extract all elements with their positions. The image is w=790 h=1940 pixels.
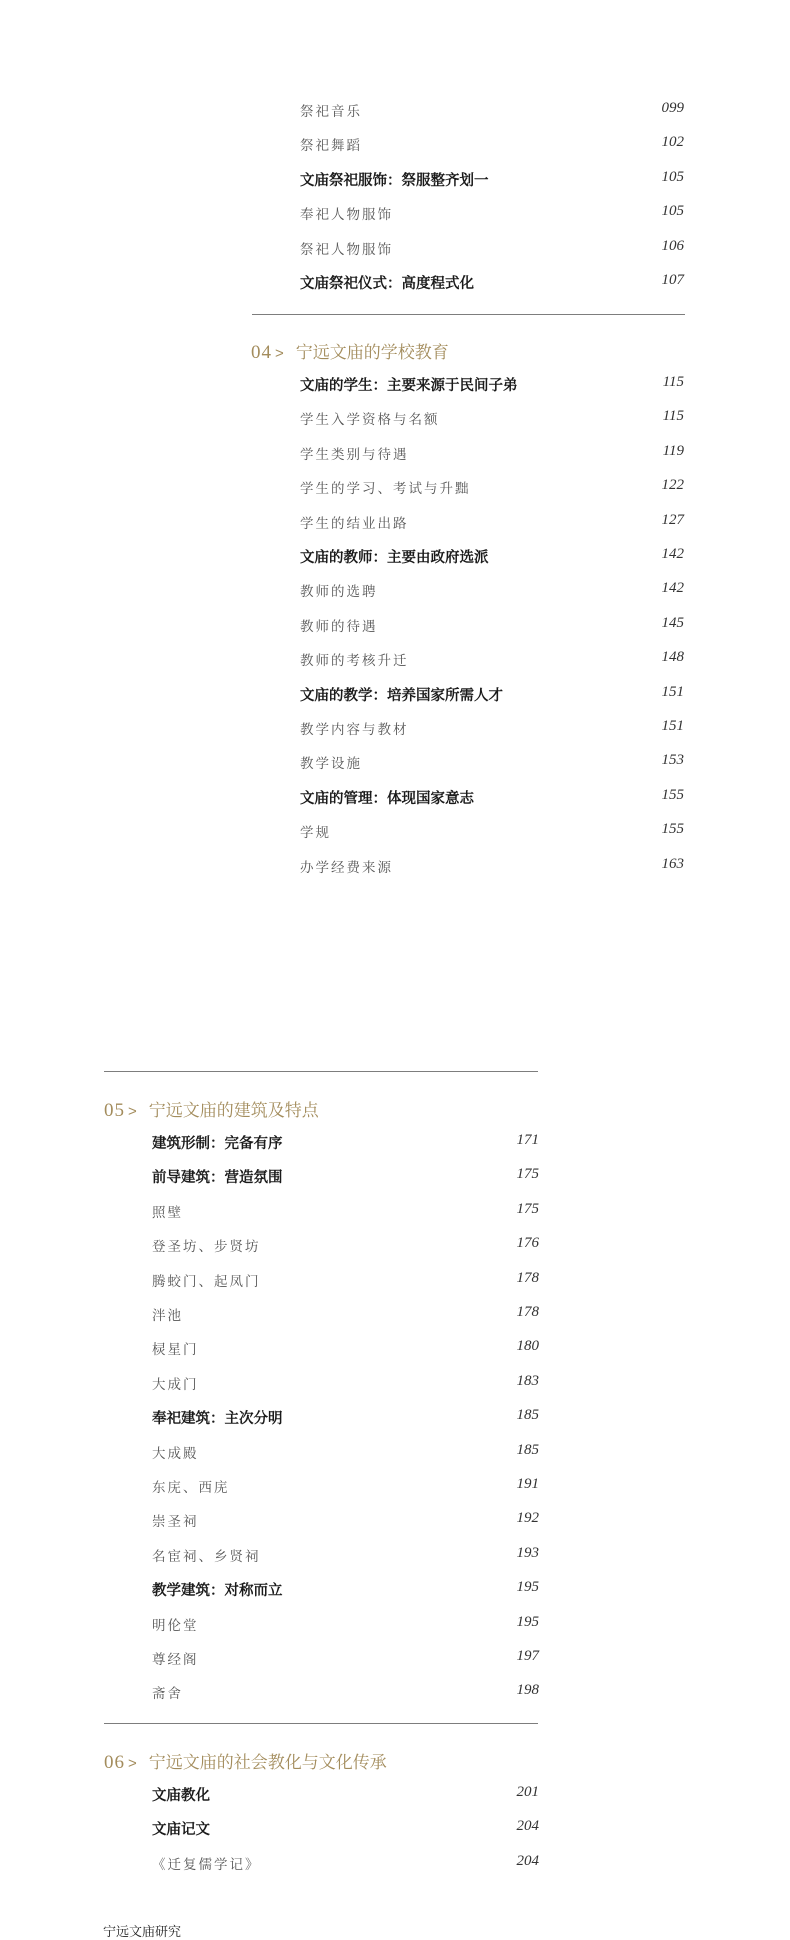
toc-page-number: 192 (516, 1510, 539, 1527)
toc-subheading[interactable] (152, 1407, 539, 1427)
toc-page-number: 198 (516, 1682, 539, 1699)
toc-entry-title: 学规 (300, 825, 331, 842)
toc-page-number: 176 (516, 1235, 539, 1252)
toc-page-number: 193 (516, 1544, 539, 1561)
toc-page-number: 195 (516, 1613, 539, 1630)
toc-entry-title: 办学经费来源 (300, 859, 393, 876)
toc-entry-title: 文庙教化 (152, 1788, 210, 1804)
toc-entry-title: 斋舍 (152, 1686, 183, 1703)
toc-entry[interactable] (300, 649, 684, 669)
toc-subheading[interactable] (300, 787, 684, 807)
toc-section-s05 (152, 1132, 539, 1717)
toc-entry[interactable] (300, 134, 684, 154)
toc-page-number: 151 (661, 718, 684, 734)
toc-page-number: 175 (516, 1166, 539, 1183)
toc-entry-title: 棂星门 (152, 1342, 199, 1359)
toc-page-number: 142 (661, 580, 684, 597)
toc-page-number: 185 (516, 1407, 539, 1424)
toc-entry-title: 照壁 (152, 1204, 183, 1221)
toc-page-number: 204 (516, 1852, 539, 1869)
chapter-title: 宁远文庙的建筑及特点 (148, 1101, 319, 1121)
toc-page-number: 183 (516, 1372, 539, 1389)
toc-section-s04 (300, 374, 684, 890)
toc-page-number: 142 (661, 546, 684, 562)
toc-entry[interactable] (152, 1545, 539, 1565)
toc-subheading[interactable] (152, 1818, 539, 1838)
toc-entry-title: 大成门 (152, 1376, 199, 1393)
toc-subheading[interactable] (300, 546, 684, 566)
chapter-arrow: > (128, 1755, 137, 1772)
toc-entry-title: 教学设施 (300, 756, 362, 773)
toc-entry[interactable] (300, 821, 684, 841)
toc-entry[interactable] (152, 1201, 539, 1221)
toc-page-number: 115 (662, 374, 684, 390)
toc-entry[interactable] (152, 1648, 539, 1668)
toc-page-number: 102 (661, 134, 684, 151)
toc-entry-title: 教学建筑：对称而立 (152, 1583, 283, 1600)
toc-page-number: 145 (661, 614, 684, 631)
toc-entry-title: 东庑、西庑 (152, 1480, 230, 1496)
toc-page-number: 155 (661, 786, 684, 803)
toc-entry-title: 崇圣祠 (152, 1514, 199, 1531)
toc-section-s06 (152, 1784, 539, 1887)
chapter-heading (104, 1748, 387, 1774)
section-divider (252, 314, 685, 315)
toc-page-number: 201 (516, 1784, 539, 1800)
toc-page-number: 178 (516, 1304, 539, 1320)
toc-page-number: 119 (662, 442, 684, 459)
toc-entry[interactable] (152, 1442, 539, 1462)
toc-subheading[interactable] (152, 1132, 539, 1152)
toc-entry-title: 奉祀建筑：主次分明 (152, 1411, 283, 1428)
chapter-arrow: > (128, 1103, 137, 1120)
toc-page-number: 099 (661, 100, 684, 116)
toc-entry[interactable] (152, 1853, 539, 1873)
toc-entry-title: 泮池 (152, 1308, 183, 1324)
toc-page-number: 163 (661, 855, 684, 872)
toc-entry-title: 文庙记文 (152, 1822, 210, 1839)
running-footer: 宁远文庙研究 (103, 1925, 182, 1940)
toc-entry-title: 大成殿 (152, 1445, 199, 1462)
toc-entry-title: 登圣坊、步贤坊 (152, 1239, 261, 1256)
toc-subheading[interactable] (300, 272, 684, 292)
toc-entry[interactable] (152, 1614, 539, 1634)
toc-entry-title: 文庙祭祀服饰：祭服整齐划一 (300, 172, 489, 189)
toc-entry-title: 学生入学资格与名额 (300, 412, 440, 429)
toc-subheading[interactable] (152, 1784, 539, 1804)
chapter-title: 宁远文庙的社会教化与文化传承 (148, 1753, 387, 1773)
toc-page-number: 148 (661, 649, 684, 666)
toc-subheading[interactable] (300, 374, 684, 394)
toc-entry-title: 文庙的学生：主要来源于民间子弟 (300, 378, 518, 394)
toc-subheading[interactable] (152, 1166, 539, 1186)
chapter-heading (251, 338, 449, 364)
toc-page-number: 204 (516, 1818, 539, 1835)
toc-page-number: 107 (661, 272, 684, 288)
toc-entry-title: 文庙祭祀仪式：高度程式化 (300, 276, 474, 292)
toc-page-number: 175 (516, 1200, 539, 1217)
toc-page-number: 105 (661, 168, 684, 185)
toc-entry-title: 教师的待遇 (300, 618, 378, 635)
toc-entry[interactable] (300, 856, 684, 876)
toc-entry[interactable] (300, 477, 684, 497)
toc-section-s03 (300, 100, 684, 306)
toc-page-number: 180 (516, 1338, 539, 1355)
toc-entry[interactable] (300, 615, 684, 635)
toc-page-number: 106 (661, 237, 684, 254)
toc-page-number: 115 (662, 408, 684, 425)
chapter-heading (104, 1096, 319, 1122)
chapter-number: 04 (251, 342, 272, 363)
toc-entry[interactable] (152, 1476, 539, 1496)
toc-entry-title: 祭祀音乐 (300, 104, 362, 120)
toc-entry[interactable] (300, 203, 684, 223)
toc-page-number: 153 (661, 752, 684, 769)
toc-page-number: 191 (516, 1476, 539, 1492)
section-divider (104, 1723, 538, 1724)
section-divider (104, 1071, 538, 1072)
toc-entry-title: 腾蛟门、起凤门 (152, 1273, 261, 1290)
toc-page-number: 171 (516, 1132, 539, 1148)
toc-entry-title: 教师的考核升迁 (300, 653, 409, 670)
chapter-arrow: > (275, 345, 284, 362)
toc-entry-title: 《迁复儒学记》 (152, 1856, 261, 1873)
toc-entry[interactable] (300, 512, 684, 532)
toc-entry-title: 教学内容与教材 (300, 722, 409, 738)
toc-entry[interactable] (152, 1235, 539, 1255)
toc-page-number: 197 (516, 1648, 539, 1664)
toc-page-number: 122 (661, 477, 684, 494)
toc-entry[interactable] (300, 100, 684, 120)
toc-entry[interactable] (300, 752, 684, 772)
toc-entry-title: 祭祀人物服饰 (300, 241, 393, 258)
toc-page-number: 195 (516, 1579, 539, 1596)
toc-page-number: 178 (516, 1269, 539, 1286)
toc-subheading[interactable] (152, 1579, 539, 1599)
toc-entry[interactable] (152, 1338, 539, 1358)
toc-entry-title: 文庙的教学：培养国家所需人才 (300, 687, 503, 704)
toc-entry[interactable] (152, 1510, 539, 1530)
toc-entry[interactable] (152, 1270, 539, 1290)
toc-entry-title: 文庙的教师：主要由政府选派 (300, 550, 489, 566)
toc-page-number: 151 (661, 683, 684, 700)
toc-entry-title: 教师的选聘 (300, 584, 378, 601)
toc-entry-title: 明伦堂 (152, 1617, 199, 1634)
toc-entry[interactable] (300, 443, 684, 463)
toc-entry[interactable] (152, 1682, 539, 1702)
toc-subheading[interactable] (300, 684, 684, 704)
toc-entry-title: 奉祀人物服饰 (300, 207, 393, 224)
toc-subheading[interactable] (300, 169, 684, 189)
toc-page-number: 155 (661, 821, 684, 838)
chapter-number: 06 (104, 1752, 125, 1773)
toc-entry[interactable] (300, 238, 684, 258)
toc-page-number: 105 (661, 203, 684, 220)
toc-entry[interactable] (152, 1373, 539, 1393)
toc-page-number: 127 (661, 511, 684, 528)
toc-entry-title: 学生类别与待遇 (300, 446, 409, 463)
toc-entry-title: 名宦祠、乡贤祠 (152, 1548, 261, 1565)
chapter-title: 宁远文庙的学校教育 (295, 343, 449, 363)
toc-entry[interactable] (300, 408, 684, 428)
toc-entry-title: 学生的结业出路 (300, 515, 409, 532)
toc-entry-title: 祭祀舞蹈 (300, 138, 362, 155)
toc-entry[interactable] (300, 718, 684, 738)
toc-entry-title: 尊经阁 (152, 1652, 199, 1668)
chapter-number: 05 (104, 1100, 125, 1121)
toc-entry-title: 建筑形制：完备有序 (152, 1136, 283, 1152)
toc-entry[interactable] (300, 580, 684, 600)
toc-entry-title: 学生的学习、考试与升黜 (300, 481, 471, 498)
toc-entry[interactable] (152, 1304, 539, 1324)
toc-page-number: 185 (516, 1441, 539, 1458)
toc-entry-title: 前导建筑：营造氛围 (152, 1170, 283, 1187)
toc-entry-title: 文庙的管理：体现国家意志 (300, 790, 474, 807)
